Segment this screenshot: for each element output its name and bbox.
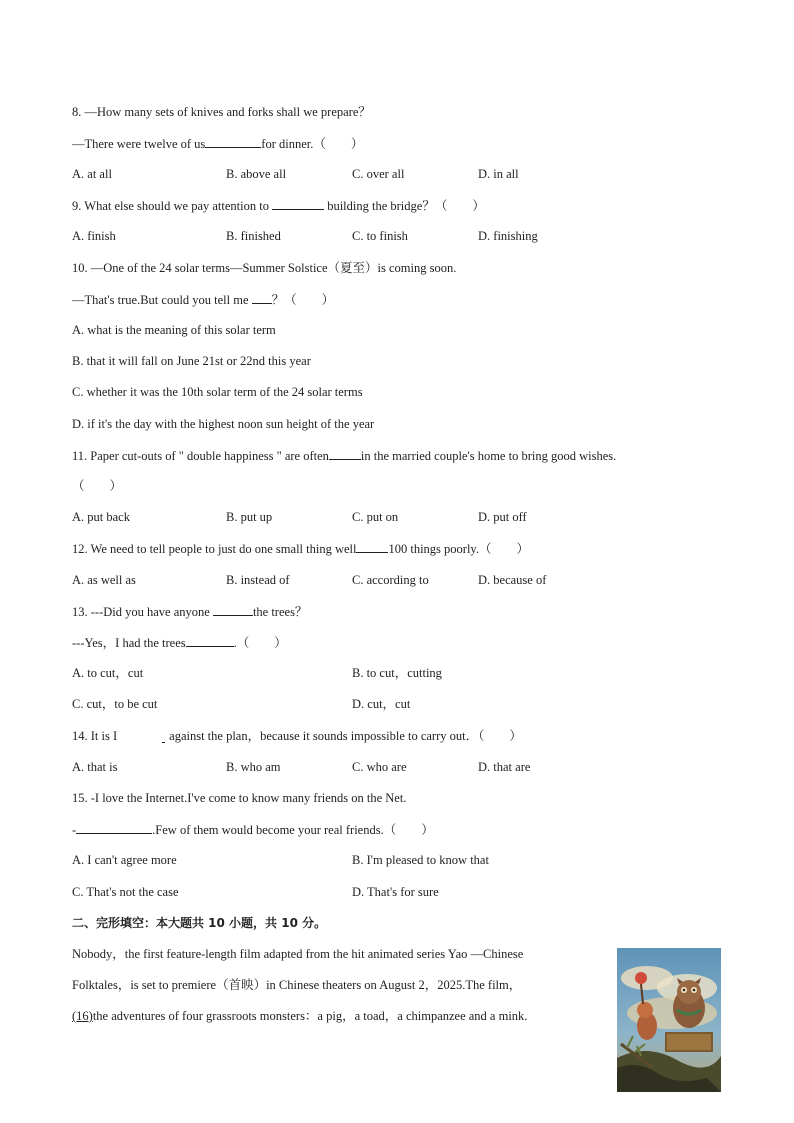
cloze-line-1: Nobody，the first feature-length film adapted from the hit animated series Yao —Chinese — [72, 947, 524, 961]
q8-reply — [72, 135, 363, 152]
q11-blank[interactable] — [329, 447, 361, 460]
q9-stem-post: building the bridge？（ ） — [324, 199, 485, 213]
q12-option-d[interactable]: D. because of — [478, 573, 547, 587]
q15-stem: 15. -I love the Internet.I've come to know many friends on the Net. — [72, 791, 407, 805]
q15-reply — [72, 821, 434, 838]
q13-blank-1[interactable] — [213, 603, 253, 616]
q10-option-b[interactable]: B. that it will fall on June 21st or 22nd this year — [72, 354, 311, 368]
q9-stem — [72, 197, 485, 214]
section-heading: 二、完形填空：本大题共 10 小题，共 10 分。 — [72, 916, 327, 930]
q11-option-c[interactable]: C. put on — [352, 510, 399, 524]
cloze-line-2: Folktales，is set to premiere（首映）in Chinese theaters on August 2，2025.The film， — [72, 978, 522, 992]
q13-stem — [72, 603, 307, 620]
q12-stem — [72, 540, 529, 557]
q12-option-c[interactable]: C. according to — [352, 573, 429, 587]
q12-stem-post: 100 things poorly.（ ） — [388, 542, 529, 556]
q11-option-a[interactable]: A. put back — [72, 510, 130, 524]
q13-stem-post: the trees？ — [252, 605, 308, 619]
q13-option-a[interactable]: A. to cut，cut — [72, 666, 144, 680]
q8-option-d[interactable]: D. in all — [478, 167, 519, 181]
q10-reply-pre: —That's true.But could you tell me — [72, 293, 252, 307]
q11-stem-pre: 11. Paper cut-outs of " double happiness " are often — [72, 449, 329, 463]
q12-stem-pre: 12. We need to tell people to just do one small thing well — [72, 542, 357, 556]
q10-option-a[interactable]: A. what is the meaning of this solar term — [72, 323, 276, 337]
q15-reply-post: .Few of them would become your real friends.（ ） — [152, 823, 434, 837]
q9-blank[interactable] — [272, 197, 324, 210]
q11-stem — [72, 447, 616, 464]
cloze-line-3-rest: the adventures of four grassroots monsters：a pig，a toad，a chimpanzee and a mink. — [92, 1009, 528, 1023]
q12-option-a[interactable]: A. as well as — [72, 573, 136, 587]
q8-blank[interactable] — [205, 135, 261, 148]
q14-stem — [72, 728, 522, 744]
q14-stem-post: against the plan，because it sounds impossible to carry out．（ ） — [169, 729, 522, 743]
q10-blank[interactable] — [252, 291, 272, 304]
q13-option-b[interactable]: B. to cut，cutting — [352, 666, 442, 680]
q15-option-c[interactable]: C. That's not the case — [72, 885, 179, 899]
q13-reply-pre: ---Yes，I had the trees — [72, 636, 186, 650]
q8-option-b[interactable]: B. above all — [226, 167, 287, 181]
q11-option-b[interactable]: B. put up — [226, 510, 273, 524]
q13-reply-post: .（ ） — [233, 636, 287, 650]
q10-option-c[interactable]: C. whether it was the 10th solar term of the 24 solar terms — [72, 385, 363, 399]
q14-option-b[interactable]: B. who am — [226, 760, 281, 774]
q8-reply-post: for dinner.（ ） — [261, 137, 364, 151]
q8-option-a[interactable]: A. at all — [72, 167, 112, 181]
q15-reply-pre: - — [72, 823, 77, 837]
q12-option-b[interactable]: B. instead of — [226, 573, 290, 587]
q15-option-a[interactable]: A. I can't agree more — [72, 853, 177, 867]
q13-option-d[interactable]: D. cut，cut — [352, 697, 411, 711]
q9-option-d[interactable]: D. finishing — [478, 229, 538, 243]
cloze-blank-16[interactable]: (16) — [72, 1009, 93, 1023]
q8-reply-pre: —There were twelve of us — [72, 137, 206, 151]
q8-stem: 8. —How many sets of knives and forks shall we prepare？ — [72, 105, 371, 119]
q10-reply-post: ？（ ） — [271, 293, 335, 307]
q14-option-d[interactable]: D. that are — [478, 760, 531, 774]
animated-film-still-image — [617, 948, 721, 1092]
q15-blank[interactable] — [76, 821, 152, 834]
q9-stem-pre: 9. What else should we pay attention to — [72, 199, 273, 213]
q12-blank[interactable] — [356, 540, 388, 553]
q8-option-c[interactable]: C. over all — [352, 167, 405, 181]
q10-option-d[interactable]: D. if it's the day with the highest noon sun height of the year — [72, 417, 375, 431]
q15-option-d[interactable]: D. That's for sure — [352, 885, 439, 899]
q14-option-a[interactable]: A. that is — [72, 760, 118, 774]
q9-option-c[interactable]: C. to finish — [352, 229, 408, 243]
q9-option-b[interactable]: B. finished — [226, 229, 281, 243]
q9-option-a[interactable]: A. finish — [72, 229, 116, 243]
q13-reply — [72, 634, 287, 651]
q14-stem-pre: 14. It is I — [72, 729, 118, 743]
q10-reply — [72, 291, 334, 308]
q11-paren: （ ） — [72, 479, 123, 493]
film-still-image — [617, 948, 721, 1092]
q10-stem: 10. —One of the 24 solar terms—Summer Solstice（夏至）is coming soon. — [72, 261, 457, 275]
q13-stem-pre: 13. ---Did you have anyone — [72, 605, 213, 619]
q14-option-c[interactable]: C. who are — [352, 760, 407, 774]
q13-option-c[interactable]: C. cut，to be cut — [72, 697, 158, 711]
q11-option-d[interactable]: D. put off — [478, 510, 527, 524]
cloze-line-3 — [72, 1008, 527, 1024]
q15-option-b[interactable]: B. I'm pleased to know that — [352, 853, 489, 867]
q13-blank-2[interactable] — [186, 634, 234, 647]
q11-stem-post: in the married couple's home to bring good wishes. — [360, 449, 617, 463]
